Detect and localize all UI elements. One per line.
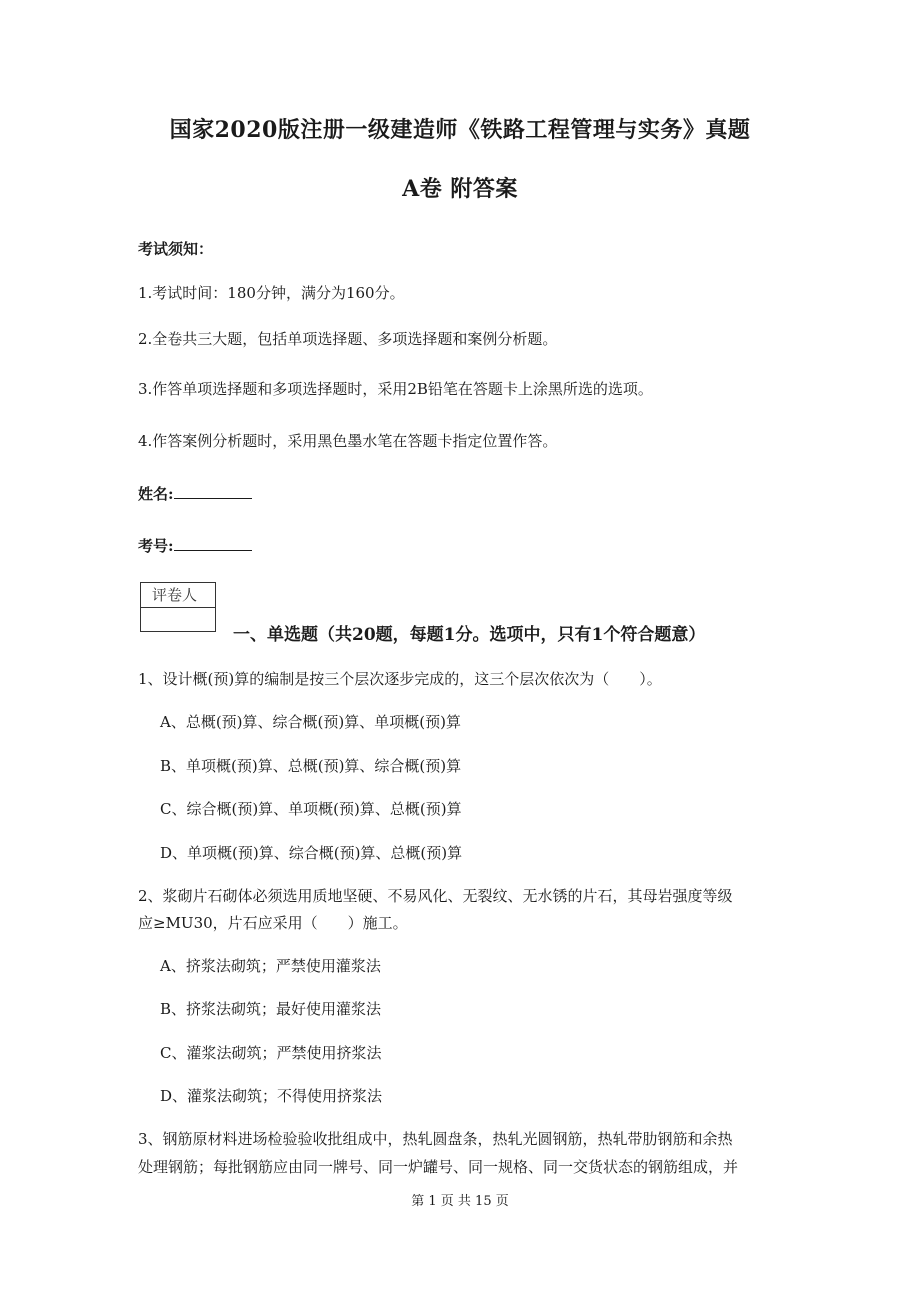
name-label: 姓名: [138, 485, 174, 503]
question-1-option-d: D、单项概(预)算、综合概(预)算、总概(预)算 [160, 844, 463, 862]
question-2-stem-line1: 2、浆砌片石砌体必须选用质地坚硬、不易风化、无裂纹、无水锈的片石，其母岩强度等级 [138, 887, 733, 905]
exam-number-field[interactable] [138, 535, 252, 556]
notice-item-4: 4.作答案例分析题时，采用黑色墨水笔在答题卡指定位置作答。 [138, 432, 558, 450]
question-1-option-c: C、综合概(预)算、单项概(预)算、总概(预)算 [160, 800, 462, 818]
question-3-stem-line2: 处理钢筋；每批钢筋应由同一牌号、同一炉罐号、同一规格、同一交货状态的钢筋组成，并 [138, 1158, 739, 1176]
exam-number-label: 考号: [138, 537, 174, 555]
notice-item-1: 1.考试时间：180分钟，满分为160分。 [138, 284, 405, 302]
question-1-option-b: B、单项概(预)算、总概(预)算、综合概(预)算 [160, 757, 462, 775]
grader-label: 评卷人 [141, 583, 215, 608]
document-title-line2: A卷 附答案 [402, 176, 518, 202]
question-2-option-c: C、灌浆法砌筑；严禁使用挤浆法 [160, 1044, 382, 1062]
name-field[interactable] [138, 483, 252, 504]
question-2-stem-line2: 应≥MU30，片石应采用（ ）施工。 [138, 914, 408, 932]
question-2-option-b: B、挤浆法砌筑；最好使用灌浆法 [160, 1000, 382, 1018]
question-2-option-a: A、挤浆法砌筑；严禁使用灌浆法 [160, 957, 381, 975]
section-heading: 一、单选题（共20题，每题1分。选项中，只有1个符合题意） [233, 625, 706, 645]
question-1-option-a: A、总概(预)算、综合概(预)算、单项概(预)算 [160, 713, 461, 731]
document-title-line1: 国家2020版注册一级建造师《铁路工程管理与实务》真题 [169, 117, 751, 143]
page-footer: 第 1 页 共 15 页 [411, 1194, 509, 1209]
notice-heading: 考试须知： [138, 240, 214, 258]
question-1-stem: 1、设计概(预)算的编制是按三个层次逐步完成的，这三个层次依次为（ ）。 [138, 670, 662, 688]
exam-number-blank[interactable] [174, 535, 252, 551]
grader-box [140, 582, 216, 632]
notice-item-2: 2.全卷共三大题，包括单项选择题、多项选择题和案例分析题。 [138, 330, 558, 348]
notice-item-3: 3.作答单项选择题和多项选择题时，采用2B铅笔在答题卡上涂黑所选的选项。 [138, 380, 653, 398]
question-2-option-d: D、灌浆法砌筑；不得使用挤浆法 [160, 1087, 383, 1105]
name-blank[interactable] [174, 483, 252, 499]
question-3-stem-line1: 3、钢筋原材料进场检验验收批组成中，热轧圆盘条，热轧光圆钢筋，热轧带肋钢筋和余热 [138, 1130, 733, 1148]
